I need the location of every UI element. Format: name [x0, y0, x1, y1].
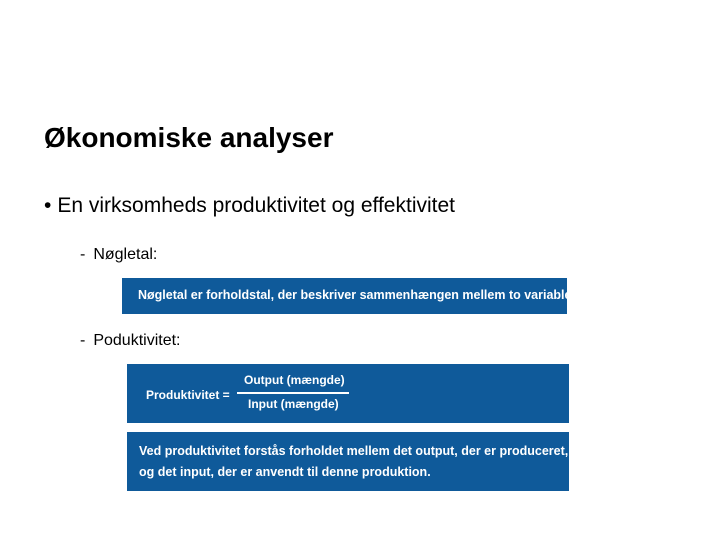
- subitem-dash: -: [80, 246, 86, 263]
- formula-denominator: Input (mængde): [248, 397, 339, 411]
- definition-box: [122, 278, 575, 314]
- slide-title: Økonomiske analyser: [44, 122, 334, 153]
- fraction-line: [237, 392, 349, 394]
- bullet-item: [44, 194, 455, 218]
- subitem-label: Poduktivitet:: [93, 332, 181, 349]
- subitem-noegletal: [80, 246, 157, 264]
- bullet-symbol: •: [44, 194, 52, 217]
- explanation-line-1: Ved produktivitet forstås forholdet mellem det output, der er produceret,: [139, 444, 569, 458]
- formula-label: Produktivitet =: [146, 388, 230, 402]
- subitem-label: Nøgletal:: [93, 246, 158, 263]
- formula-numerator: Output (mængde): [244, 373, 345, 387]
- explanation-box: [127, 432, 569, 491]
- formula-box: [127, 364, 569, 423]
- subitem-produktivitet: [80, 332, 180, 350]
- explanation-line-2: og det input, der er anvendt til denne produktion.: [139, 465, 431, 479]
- bullet-text: En virksomheds produktivitet og effektivitet: [57, 194, 455, 217]
- definition-text: Nøgletal er forholdstal, der beskriver sammenhængen mellem to variable.: [138, 288, 575, 302]
- subitem-dash: -: [80, 332, 86, 349]
